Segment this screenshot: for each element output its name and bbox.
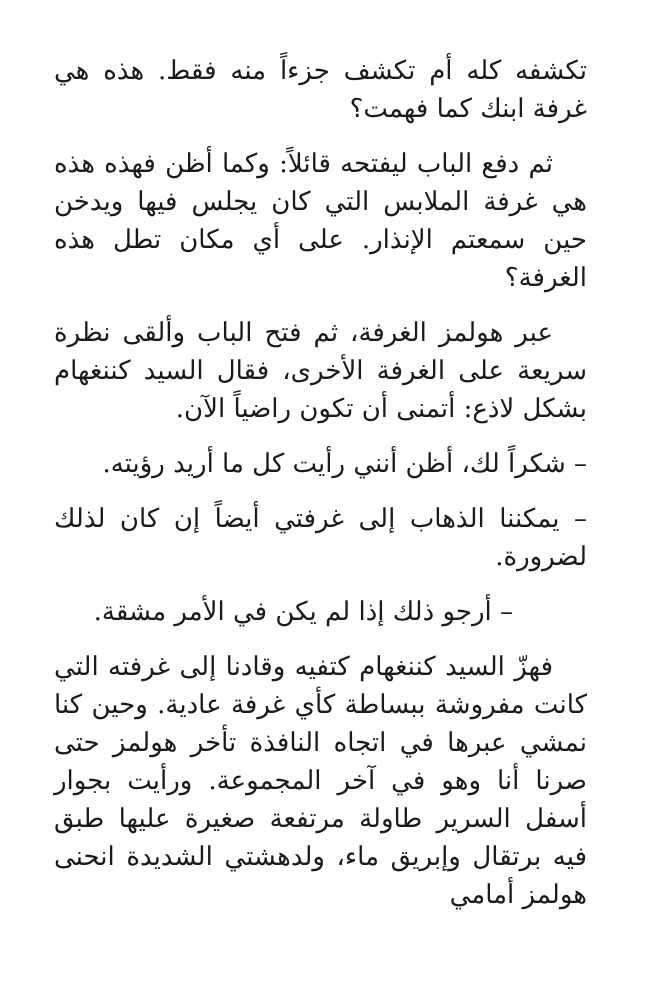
- dialogue-line-2: – يمكننا الذهاب إلى غرفتي أيضاً إن كان لذلك لضرورة.: [54, 504, 587, 572]
- paragraph-1: تكشفه كله أم تكشف جزءاً منه فقط. هذه هي غرفة ابنك كما فهمت؟: [54, 56, 587, 124]
- dialogue-line-1: – شكراً لك، أظن أنني رأيت كل ما أريد رؤيته.: [102, 449, 587, 479]
- paragraph-3: عبر هولمز الغرفة، ثم فتح الباب وألقى نظرة سريعة على الغرفة الأخرى، فقال السيد كننغهام بشكل لاذع: أتمنى أن تكون راضياً الآن.: [54, 318, 587, 424]
- paragraph-4: فهزّ السيد كننغهام كتفيه وقادنا إلى غرفته التي كانت مفروشة ببساطة كأي غرفة عادية. وحين كنا نمشي عبرها في اتجاه النافذة تأخر هولمز حتى صرنا أنا وهو في آخر المجموعة. ورأيت بجوار أسفل السرير طاولة مرتفعة صغيرة عليها طبق فيه برتقال وإبريق ماء، ولدهشتي الشديدة انحنى هولمز أمامي: [54, 652, 587, 910]
- paragraph-2: ثم دفع الباب ليفتحه قائلاً: وكما أظن فهذه هذه هي غرفة الملابس التي كان يجلس فيها ويدخن حين سمعتم الإنذار. على أي مكان تطل هذه الغرفة؟: [54, 149, 587, 293]
- dialogue-line-3: – أرجو ذلك إذا لم يكن في الأمر مشقة.: [93, 597, 513, 627]
